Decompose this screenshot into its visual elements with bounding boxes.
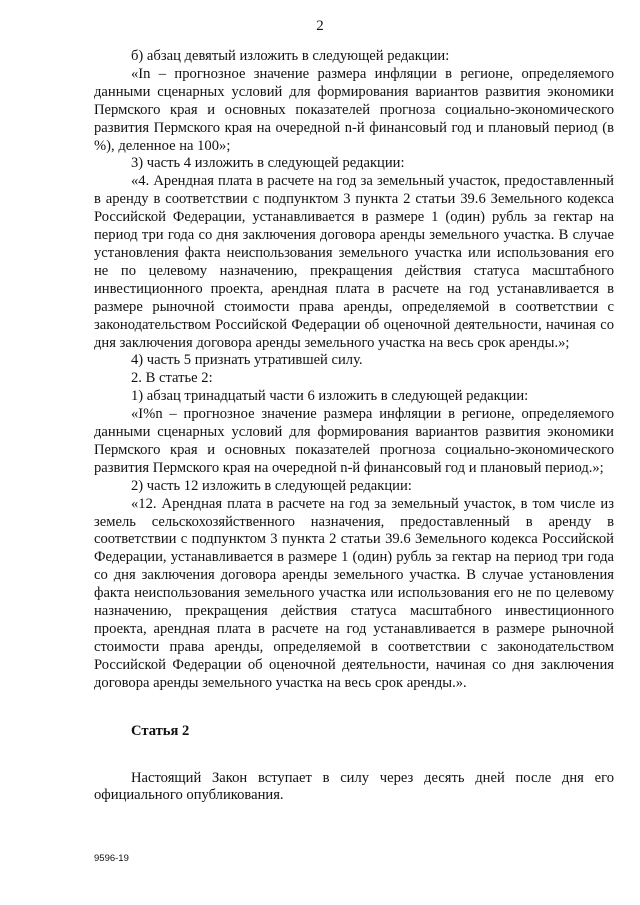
paragraph-article2-intro: 2. В статье 2:	[131, 370, 213, 387]
article-text: Настоящий Закон вступает в силу через десять дней после дня его официального опубликования.	[94, 769, 614, 804]
paragraph-part4-text: «4. Арендная плата в расчете на год за земельный участок, предоставленный в аренду в соответствии с подпунктом 3 пункта 2 статьи 39.6 Земельного кодекса Российской Федерации, устанавливается в размере 1 (один) рубль за гектар на период три года со дня заключения договора аренды земельного участка. В случае установления факта неиспользования земельного участка или использования его не по целевому назначению, прекращения действия статуса масштабного инвестиционного проекта, арендная плата в расчете на год устанавливается в размере рыночной стоимости права аренды, определяемой в соответствии с законодательством Российской Федерации об оценочной деятельности, начиная со дня заключения договора аренды земельного участка на весь срок аренды.»;	[94, 173, 614, 351]
paragraph-part12-text: «12. Арендная плата в расчете на год за земельный участок, в том числе из земель сельскохозяйственного назначения, предоставленный в аренду в соответствии с подпунктом 3 пункта 2 статьи 39.6 Земельного кодекса Российской Федерации, устанавливается в размере 1 (один) рубль за гектар на период три года со дня заключения договора аренды земельного участка. В случае установления факта неиспользования земельного участка или использования его не по целевому назначению, прекращения действия статуса масштабного инвестиционного проекта, арендная плата в расчете на год устанавливается в размере рыночной стоимости права аренды, определяемой в соответствии с законодательством Российской Федерации об оценочной деятельности, начиная со дня заключения договора аренды земельного участка на весь срок аренды.».	[94, 495, 614, 691]
page-number: 2	[316, 18, 324, 34]
paragraph-part4-intro: 3) часть 4 изложить в следующей редакции:	[131, 155, 405, 172]
paragraph-amend-b: б) абзац девятый изложить в следующей редакции:	[131, 48, 450, 64]
document-code: 9596-19	[94, 853, 129, 864]
paragraph-part6-intro: 1) абзац тринадцатый части 6 изложить в следующей редакции:	[131, 388, 529, 405]
paragraph-quote-i-n: «I%n – прогнозное значение размера инфляции в регионе, определяемого данными сценарных условий для формирования вариантов развития экономики Пермского края и основных показателей прогноза социально-экономического развития Пермского края на очередной n-й финансовый год и плановый период.»;	[94, 406, 614, 476]
article-heading: Статья 2	[131, 722, 190, 739]
paragraph-quote-in: «In – прогнозное значение размера инфляции в регионе, определяемого данными сценарных условий для формирования вариантов развития экономики Пермского края и основных показателей прогноза социально-экономического развития Пермского края на очередной n-й финансовый год и плановый период (в %), деленное на 100»;	[94, 65, 614, 154]
paragraph-part12-intro: 2) часть 12 изложить в следующей редакции:	[131, 477, 412, 494]
paragraph-part5: 4) часть 5 признать утратившей силу.	[131, 352, 363, 369]
document-body	[94, 48, 614, 805]
